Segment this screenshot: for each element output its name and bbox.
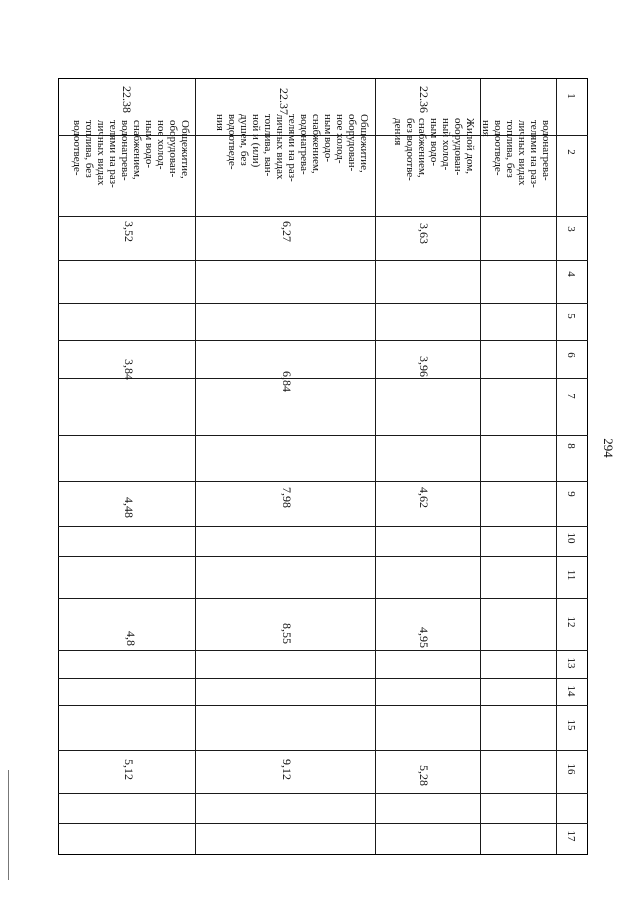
value-cell: 7,98 [280,487,294,508]
column-number: 13 [565,657,577,669]
value-cell: 4,62 [417,487,431,508]
rotated-data-table [58,78,588,855]
value-cell: 5,12 [122,759,136,780]
column-number: 12 [565,616,577,628]
column-divider [58,260,588,261]
value-cell: 4,48 [122,497,136,518]
column-divider [58,556,588,557]
column-divider [58,705,588,706]
table-border-left [58,78,59,855]
row-divider [375,78,376,855]
column-number: 6 [565,352,577,358]
scan-margin-mark [8,770,9,880]
page-number: 294 [601,438,616,458]
column-divider [58,598,588,599]
column-number: 14 [565,685,577,697]
column-number: 9 [565,491,577,497]
column-divider [58,378,588,379]
column-divider [58,750,588,751]
table-border-top [58,78,588,79]
column-divider [58,303,588,304]
column-number: 8 [565,443,577,449]
column-number: 15 [565,719,577,731]
row-description: Жилой дом, оборудован- ный холод- ным водо- снабжением, без водоотве- дения [392,118,476,181]
column-number: 11 [565,569,577,581]
value-cell: 5,28 [417,765,431,786]
column-number: 10 [565,532,577,544]
row-divider [556,78,557,855]
column-divider [58,481,588,482]
column-divider [58,650,588,651]
table-border-bottom [58,854,588,855]
row-code: 22.36 [417,86,431,113]
column-number: 4 [565,271,577,277]
column-divider [58,823,588,824]
column-number: 2 [565,149,577,155]
value-cell: 3,63 [417,223,431,244]
column-divider [58,216,588,217]
value-cell: 6,84 [280,371,294,392]
row-code: 22.37 [277,88,291,115]
table-border-right [587,78,588,855]
row-description: водонагрева- телями на раз- личных видах топлива, без водоотведе- ния [480,120,552,188]
value-cell: 3,96 [417,356,431,377]
column-number: 17 [565,830,577,842]
column-divider [58,526,588,527]
column-number: 16 [565,763,577,775]
row-divider [480,78,481,855]
column-number: 3 [565,226,577,232]
column-divider [58,340,588,341]
row-description: Общежитие, оборудован- ное холод- ным водо- снабжением, водонагрева- телями на раз- личных видах топлива, ван- ной и (или) душем, без водоотведе- ния [214,114,370,182]
column-number: 7 [565,393,577,399]
column-divider [58,793,588,794]
value-cell: 6,27 [280,221,294,242]
row-divider [195,78,196,855]
column-number: 1 [565,93,577,99]
row-code: 22.38 [120,86,134,113]
column-divider [58,678,588,679]
column-divider [58,435,588,436]
value-cell: 9,12 [280,759,294,780]
row-description: Общежитие, оборудован- ное холод- ным водо- снабжением, водонагрева- телями на раз- личных видах топлива, без водоотведе- [71,120,191,188]
value-cell: 3,52 [122,221,136,242]
value-cell: 4,8 [124,631,138,646]
value-cell: 3,84 [122,359,136,380]
value-cell: 4,95 [417,627,431,648]
value-cell: 8,55 [280,623,294,644]
column-number: 5 [565,313,577,319]
